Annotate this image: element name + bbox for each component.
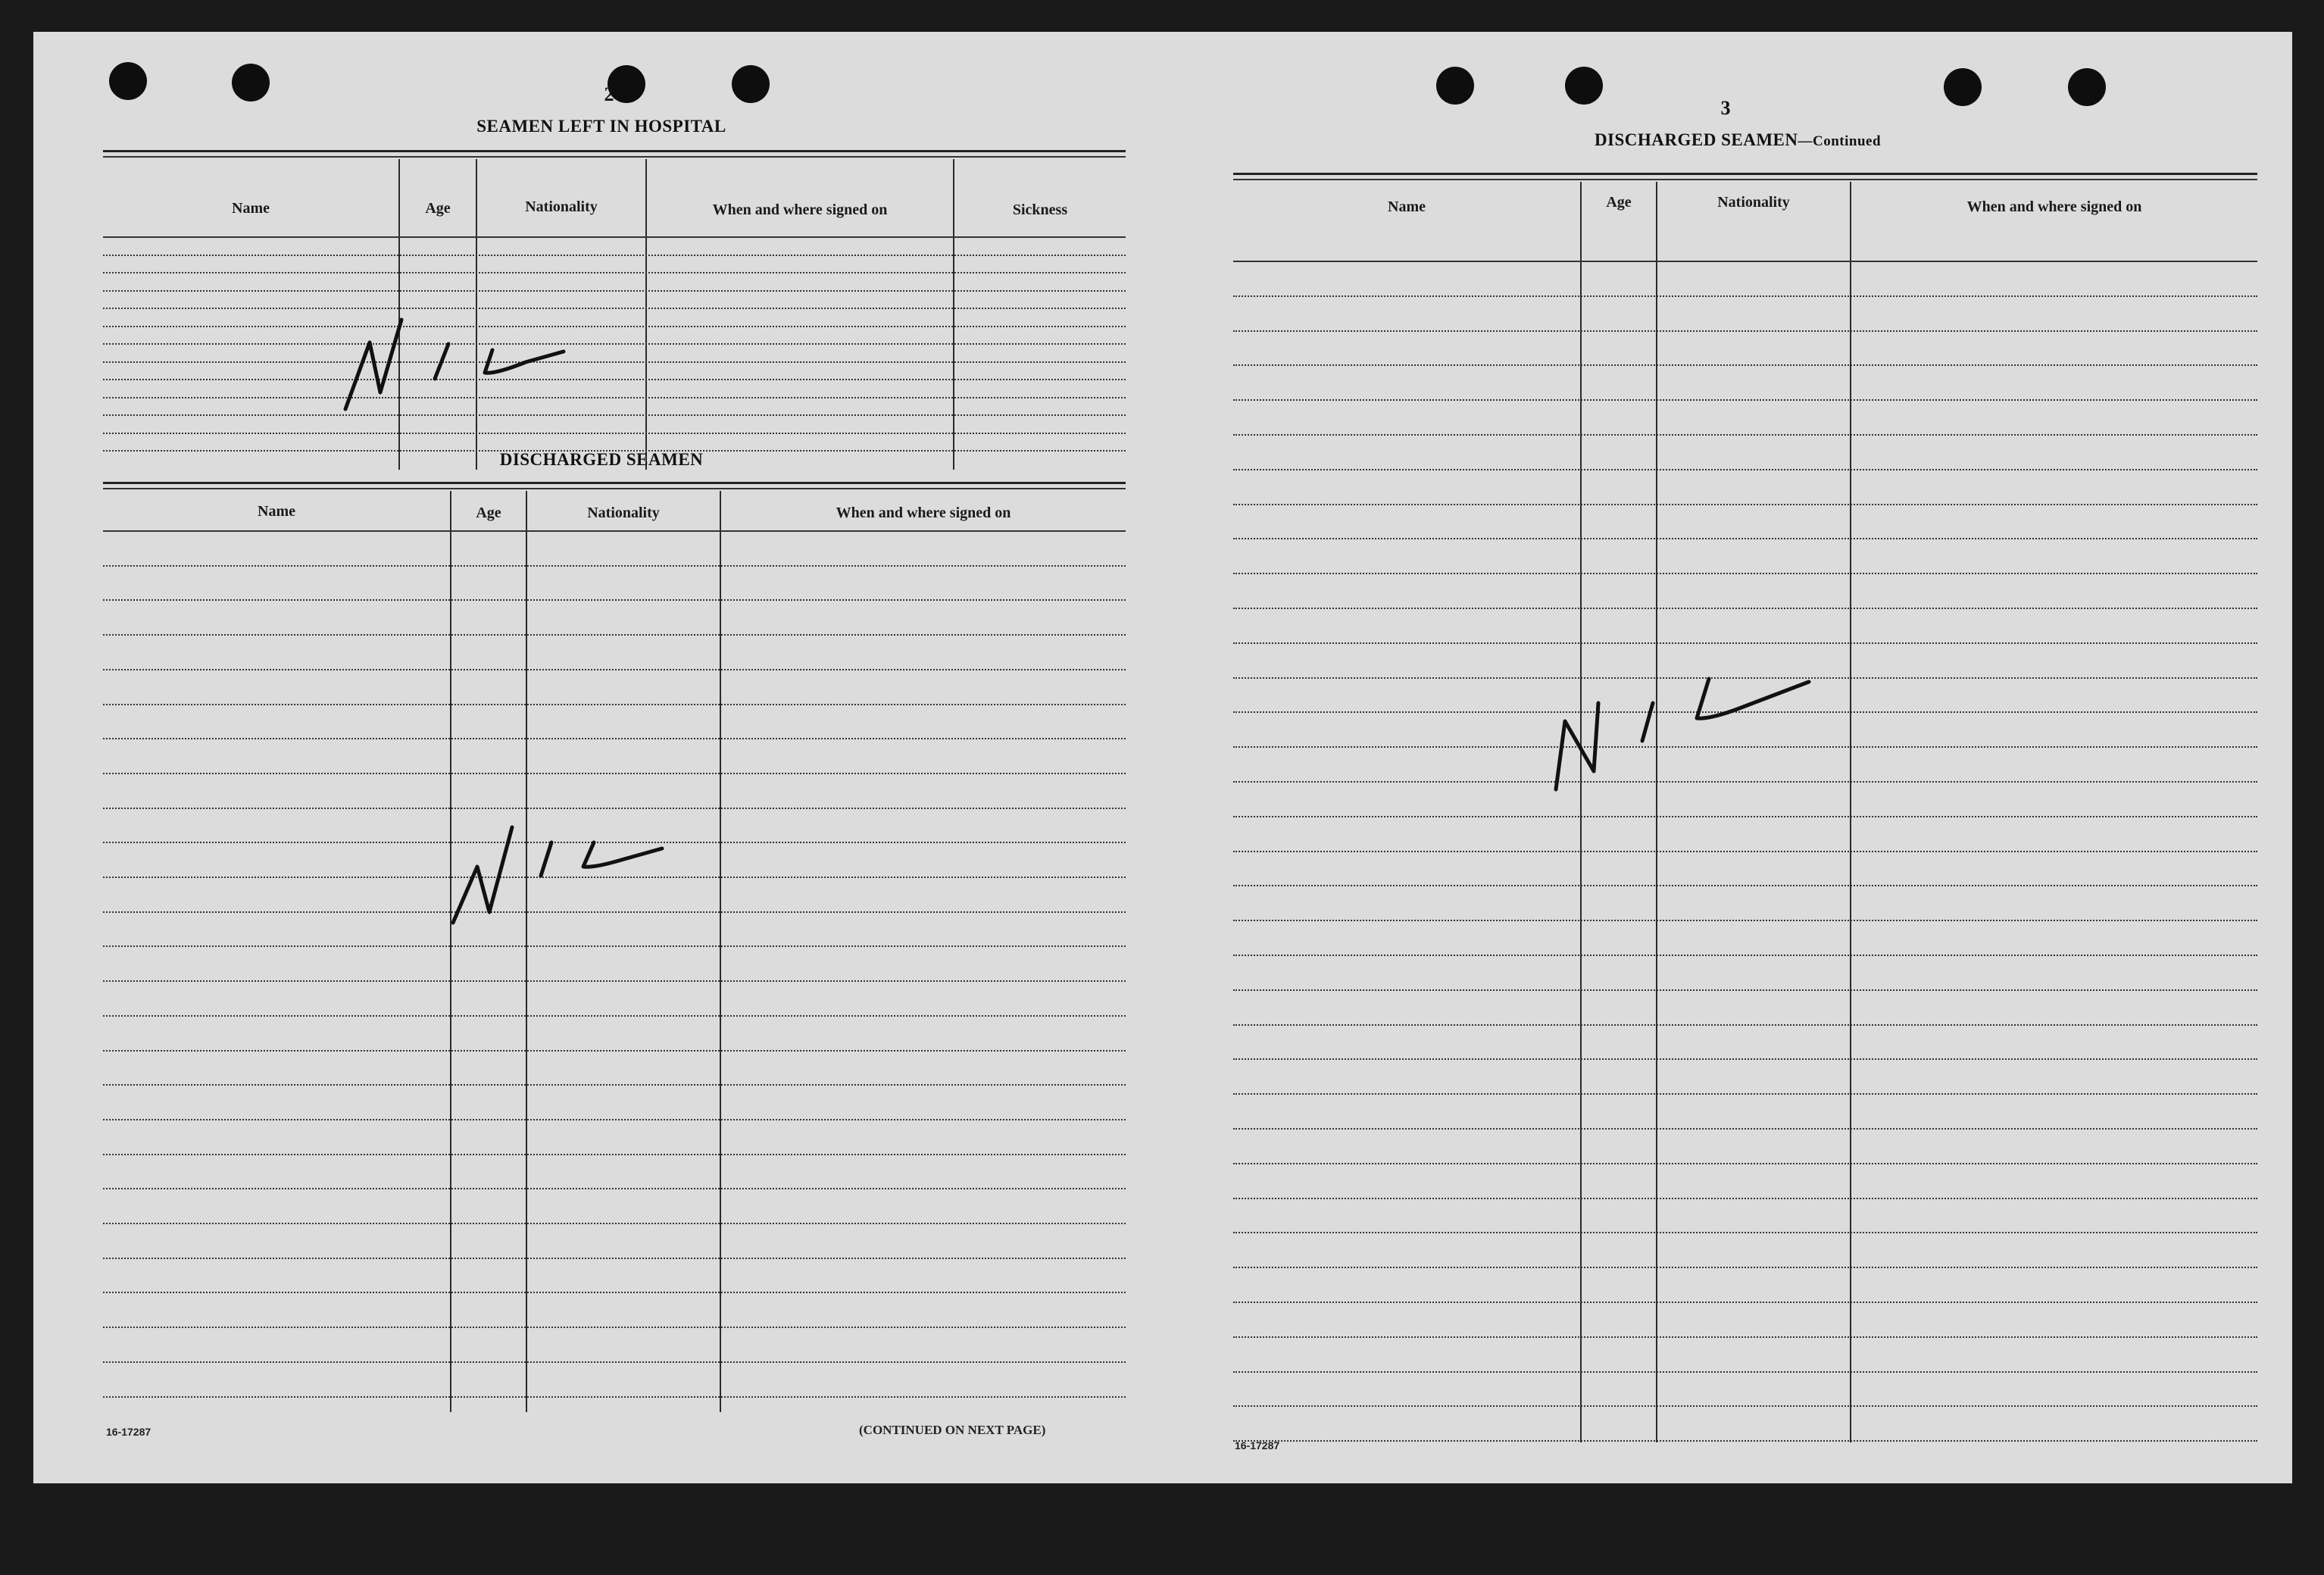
form-code-left: 16-17287 bbox=[106, 1426, 151, 1438]
ruled-line bbox=[103, 1188, 1126, 1189]
column-header-signed-on: When and where signed on bbox=[1966, 198, 2142, 215]
page-number-right: 3 bbox=[1720, 97, 1731, 119]
ruled-line bbox=[103, 980, 1126, 982]
column-divider bbox=[1850, 182, 1851, 1442]
ruled-line bbox=[103, 599, 1126, 601]
ruled-line bbox=[1233, 364, 2257, 366]
ruled-line bbox=[103, 945, 1126, 947]
discharged-table-left bbox=[103, 491, 1126, 1412]
ruled-line bbox=[103, 1050, 1126, 1052]
ruled-line bbox=[103, 738, 1126, 739]
ruled-line bbox=[103, 433, 1126, 434]
handwritten-nil-discharged-left bbox=[442, 797, 685, 933]
ruled-line bbox=[103, 1258, 1126, 1259]
column-divider bbox=[450, 491, 451, 1412]
ruled-line bbox=[1233, 955, 2257, 956]
discharged-section-title-left: DISCHARGED SEAMEN bbox=[499, 450, 704, 469]
discharged-section-title-right bbox=[1473, 130, 2003, 150]
ruled-line bbox=[103, 634, 1126, 636]
right-top-rule-2 bbox=[1233, 179, 2257, 180]
ruled-line bbox=[103, 565, 1126, 567]
ruled-line bbox=[103, 773, 1126, 774]
ruled-line bbox=[1233, 434, 2257, 436]
form-code-right: 16-17287 bbox=[1235, 1439, 1280, 1452]
header-underline bbox=[1233, 261, 2257, 262]
punch-hole bbox=[1436, 67, 1474, 105]
punch-hole bbox=[109, 62, 147, 100]
ruled-line bbox=[1233, 1198, 2257, 1199]
ruled-line bbox=[1233, 573, 2257, 574]
ruled-line bbox=[103, 1361, 1126, 1363]
punch-hole bbox=[732, 65, 770, 103]
column-header-age: Age bbox=[476, 505, 501, 521]
column-header-name: Name bbox=[232, 200, 270, 217]
ruled-line bbox=[1233, 1371, 2257, 1373]
hospital-section-title: SEAMEN LEFT IN HOSPITAL bbox=[476, 117, 726, 136]
ruled-line bbox=[103, 1084, 1126, 1086]
ruled-line bbox=[1233, 1163, 2257, 1164]
ruled-line bbox=[1233, 469, 2257, 470]
column-header-sickness: Sickness bbox=[1012, 202, 1068, 218]
hospital-top-rule bbox=[103, 150, 1126, 152]
ruled-line bbox=[103, 1119, 1126, 1120]
ruled-line bbox=[1233, 295, 2257, 297]
punch-hole bbox=[1565, 67, 1603, 105]
column-divider bbox=[953, 159, 954, 470]
punch-hole bbox=[1944, 68, 1982, 106]
scanned-document bbox=[33, 32, 2292, 1483]
discharged-table-right bbox=[1233, 182, 2257, 1442]
discharged-top-rule bbox=[103, 482, 1126, 484]
column-header-signed-on: When and where signed on bbox=[712, 202, 888, 218]
punch-hole bbox=[232, 64, 270, 102]
column-header-age: Age bbox=[1606, 194, 1632, 211]
column-divider bbox=[1580, 182, 1582, 1442]
ruled-line bbox=[1233, 1024, 2257, 1026]
ruled-line bbox=[1233, 1128, 2257, 1130]
column-header-nationality: Nationality bbox=[525, 198, 598, 215]
column-header-nationality: Nationality bbox=[1717, 194, 1790, 211]
ruled-line bbox=[103, 1396, 1126, 1398]
ruled-line bbox=[103, 1292, 1126, 1293]
ruled-line bbox=[1233, 851, 2257, 852]
ruled-line bbox=[1233, 1440, 2257, 1442]
ruled-line bbox=[1233, 1336, 2257, 1338]
column-header-nationality: Nationality bbox=[587, 505, 660, 521]
ruled-line bbox=[1233, 816, 2257, 817]
column-header-age: Age bbox=[425, 200, 451, 217]
section-title-suffix: —Continued bbox=[1798, 133, 1882, 149]
ruled-line bbox=[1233, 1232, 2257, 1233]
ruled-line bbox=[1233, 1058, 2257, 1060]
ruled-line bbox=[1233, 538, 2257, 539]
column-header-signed-on: When and where signed on bbox=[836, 505, 1011, 521]
hospital-top-rule-2 bbox=[103, 156, 1126, 158]
ruled-line bbox=[1233, 989, 2257, 991]
ruled-line bbox=[1233, 399, 2257, 401]
continued-note: (CONTINUED ON NEXT PAGE) bbox=[859, 1423, 1046, 1437]
column-divider bbox=[645, 159, 647, 470]
page-number-left: 2 bbox=[604, 83, 614, 105]
ruled-line bbox=[103, 704, 1126, 705]
ruled-line bbox=[103, 669, 1126, 670]
ruled-line bbox=[1233, 1267, 2257, 1268]
ruled-line bbox=[1233, 504, 2257, 505]
column-header-name: Name bbox=[258, 503, 295, 520]
column-divider bbox=[1656, 182, 1657, 1442]
punch-hole bbox=[2068, 68, 2106, 106]
ruled-line bbox=[103, 1015, 1126, 1017]
ruled-line bbox=[1233, 1302, 2257, 1303]
ruled-line bbox=[1233, 330, 2257, 332]
column-divider bbox=[720, 491, 721, 1412]
column-divider bbox=[526, 491, 527, 1412]
ruled-line bbox=[103, 272, 1126, 273]
ruled-line bbox=[103, 1327, 1126, 1328]
ruled-line bbox=[103, 1223, 1126, 1224]
column-header-name: Name bbox=[1388, 198, 1426, 215]
ruled-line bbox=[1233, 1405, 2257, 1407]
section-title-text: DISCHARGED SEAMEN bbox=[1594, 130, 1798, 149]
ruled-line bbox=[1233, 920, 2257, 921]
handwritten-nil-discharged-right bbox=[1548, 630, 1836, 797]
header-underline bbox=[103, 236, 1126, 238]
ruled-line bbox=[1233, 1093, 2257, 1095]
discharged-top-rule-2 bbox=[103, 488, 1126, 489]
ruled-line bbox=[103, 1154, 1126, 1155]
ruled-line bbox=[103, 255, 1126, 256]
header-underline bbox=[103, 530, 1126, 532]
handwritten-nil-hospital bbox=[336, 289, 639, 426]
ruled-line bbox=[1233, 608, 2257, 609]
ruled-line bbox=[1233, 885, 2257, 886]
right-top-rule bbox=[1233, 173, 2257, 175]
